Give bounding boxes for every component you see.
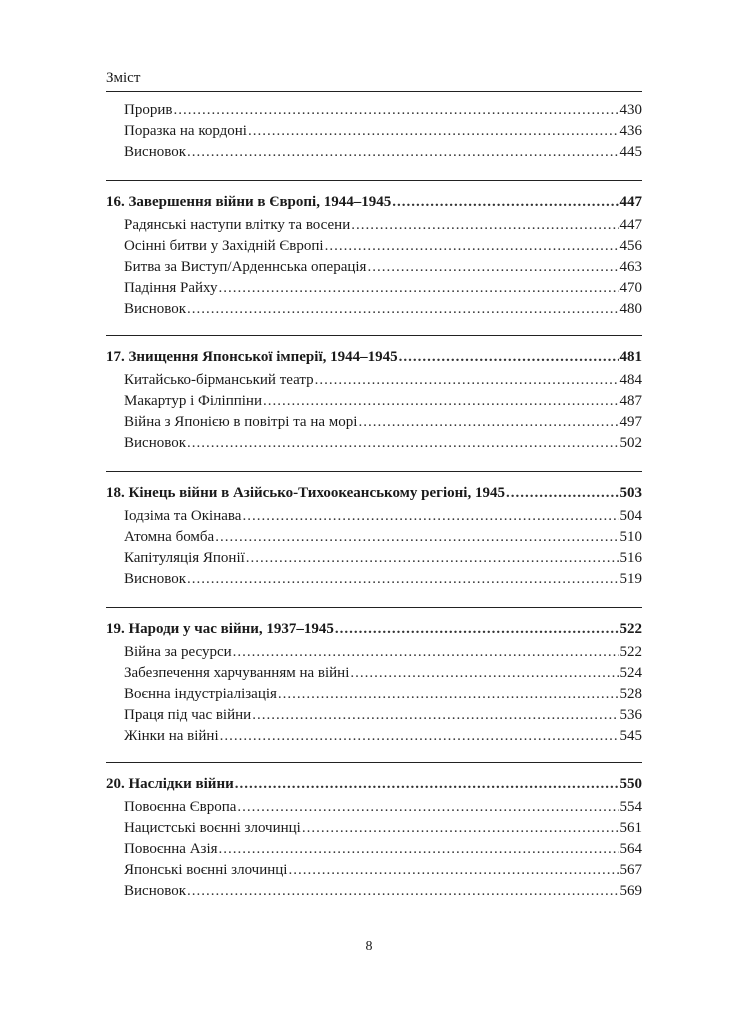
- chapter-page-number: 550: [619, 776, 642, 792]
- toc-entry-row[interactable]: [124, 860, 642, 881]
- entry-title: Іодзіма та Окінава: [124, 508, 242, 524]
- dot-leader: [237, 797, 618, 818]
- entry-title: Війна за ресурси: [124, 644, 232, 660]
- entry-page-number: 456: [619, 238, 642, 254]
- toc-entry-row[interactable]: [124, 642, 642, 663]
- entry-title: Повоєнна Азія: [124, 841, 218, 857]
- dot-leader: [187, 569, 619, 590]
- dot-leader: [252, 705, 618, 726]
- toc-entry-row[interactable]: [124, 663, 642, 684]
- dot-leader: [215, 527, 618, 548]
- entry-page-number: 519: [619, 571, 642, 587]
- entry-title: Забезпечення харчуванням на війні: [124, 665, 350, 681]
- toc-entry-row[interactable]: [124, 412, 642, 433]
- toc-entry-row[interactable]: [124, 881, 642, 902]
- dot-leader: [506, 483, 619, 504]
- toc-entry-row[interactable]: [124, 370, 642, 391]
- section-divider: [106, 335, 642, 336]
- entry-title: Поразка на кордоні: [124, 123, 247, 139]
- entry-page-number: 484: [619, 372, 642, 388]
- chapter-title: 20. Наслідки війни: [106, 776, 234, 792]
- entry-title: Китайсько-бірманський театр: [124, 372, 314, 388]
- chapter-page-number: 481: [619, 349, 642, 365]
- toc-entry-row[interactable]: [124, 121, 642, 142]
- toc-entry-row[interactable]: [124, 506, 642, 527]
- chapter-page-number: 522: [619, 621, 642, 637]
- chapter-title: 18. Кінець війни в Азійсько-Тихоокеанському регіоні, 1945: [106, 485, 505, 501]
- toc-chapter-row[interactable]: [106, 347, 642, 368]
- entry-title: Висновок: [124, 144, 186, 160]
- dot-leader: [246, 548, 619, 569]
- entry-title: Висновок: [124, 571, 186, 587]
- running-header: Зміст: [106, 70, 141, 86]
- entry-page-number: 510: [619, 529, 642, 545]
- toc-entry-row[interactable]: [124, 142, 642, 163]
- section-divider: [106, 607, 642, 608]
- dot-leader: [392, 192, 618, 213]
- entry-title: Жінки на війні: [124, 728, 219, 744]
- entry-title: Повоєнна Європа: [124, 799, 237, 815]
- toc-entry-row[interactable]: [124, 278, 642, 299]
- dot-leader: [367, 257, 618, 278]
- entry-page-number: 522: [619, 644, 642, 660]
- toc-entry-row[interactable]: [124, 299, 642, 320]
- entry-page-number: 497: [619, 414, 642, 430]
- entry-page-number: 487: [619, 393, 642, 409]
- dot-leader: [399, 347, 619, 368]
- toc-entry-row[interactable]: [124, 236, 642, 257]
- entry-title: Висновок: [124, 435, 186, 451]
- dot-leader: [219, 839, 619, 860]
- dot-leader: [187, 299, 619, 320]
- entry-page-number: 480: [619, 301, 642, 317]
- entry-page-number: 528: [619, 686, 642, 702]
- toc-entry-row[interactable]: [124, 391, 642, 412]
- header-rule: [106, 91, 642, 92]
- entry-page-number: 436: [619, 123, 642, 139]
- toc-entry-row[interactable]: [124, 527, 642, 548]
- toc-chapter-row[interactable]: [106, 483, 642, 504]
- toc-entry-row[interactable]: [124, 257, 642, 278]
- dot-leader: [173, 100, 618, 121]
- toc-entry-row[interactable]: [124, 818, 642, 839]
- entry-page-number: 554: [619, 799, 642, 815]
- entry-page-number: 569: [619, 883, 642, 899]
- toc-entry-row[interactable]: [124, 569, 642, 590]
- entry-page-number: 564: [619, 841, 642, 857]
- dot-leader: [248, 121, 619, 142]
- dot-leader: [233, 642, 619, 663]
- entry-title: Битва за Виступ/Арденнська операція: [124, 259, 367, 275]
- entry-page-number: 545: [619, 728, 642, 744]
- section-divider: [106, 180, 642, 181]
- toc-entry-row[interactable]: [124, 215, 642, 236]
- entry-page-number: 470: [619, 280, 642, 296]
- dot-leader: [288, 860, 618, 881]
- toc-chapter-row[interactable]: [106, 192, 642, 213]
- entry-page-number: 447: [619, 217, 642, 233]
- chapter-title: 19. Народи у час війни, 1937–1945: [106, 621, 334, 637]
- entry-page-number: 504: [619, 508, 642, 524]
- entry-title: Осінні битви у Західній Європі: [124, 238, 324, 254]
- dot-leader: [325, 236, 619, 257]
- page-number: 8: [365, 939, 373, 954]
- entry-page-number: 516: [619, 550, 642, 566]
- toc-entry-row[interactable]: [124, 705, 642, 726]
- dot-leader: [218, 278, 618, 299]
- dot-leader: [263, 391, 619, 412]
- entry-page-number: 561: [619, 820, 642, 836]
- chapter-title: 17. Знищення Японської імперії, 1944–1945: [106, 349, 398, 365]
- toc-chapter-row[interactable]: [106, 619, 642, 640]
- dot-leader: [187, 881, 619, 902]
- entry-title: Прорив: [124, 102, 173, 118]
- entry-title: Радянські наступи влітку та восени: [124, 217, 351, 233]
- toc-chapter-row[interactable]: [106, 774, 642, 795]
- entry-title: Капітуляція Японії: [124, 550, 245, 566]
- entry-title: Нацистські воєнні злочинці: [124, 820, 301, 836]
- entry-page-number: 430: [619, 102, 642, 118]
- toc-entry-row[interactable]: [124, 100, 642, 121]
- chapter-page-number: 503: [619, 485, 642, 501]
- entry-title: Висновок: [124, 883, 186, 899]
- entry-page-number: 502: [619, 435, 642, 451]
- toc-entry-row[interactable]: [124, 839, 642, 860]
- entry-page-number: 463: [619, 259, 642, 275]
- toc-entry-row[interactable]: [124, 433, 642, 454]
- dot-leader: [242, 506, 618, 527]
- chapter-title: 16. Завершення війни в Європі, 1944–1945: [106, 194, 392, 210]
- entry-page-number: 445: [619, 144, 642, 160]
- chapter-page-number: 447: [619, 194, 642, 210]
- dot-leader: [220, 726, 619, 747]
- toc-entry-row[interactable]: [124, 726, 642, 747]
- entry-title: Воєнна індустріалізація: [124, 686, 277, 702]
- entry-title: Війна з Японією в повітрі та на морі: [124, 414, 358, 430]
- entry-page-number: 524: [619, 665, 642, 681]
- dot-leader: [350, 663, 618, 684]
- entry-title: Висновок: [124, 301, 186, 317]
- entry-title: Японські воєнні злочинці: [124, 862, 288, 878]
- entry-title: Макартур і Філіппіни: [124, 393, 262, 409]
- dot-leader: [187, 142, 619, 163]
- dot-leader: [278, 684, 619, 705]
- section-divider: [106, 762, 642, 763]
- entry-title: Праця під час війни: [124, 707, 252, 723]
- toc-entry-row[interactable]: [124, 684, 642, 705]
- dot-leader: [335, 619, 619, 640]
- entry-page-number: 536: [619, 707, 642, 723]
- entry-title: Атомна бомба: [124, 529, 215, 545]
- dot-leader: [302, 818, 619, 839]
- toc-entry-row[interactable]: [124, 548, 642, 569]
- dot-leader: [351, 215, 618, 236]
- section-divider: [106, 471, 642, 472]
- dot-leader: [315, 370, 619, 391]
- dot-leader: [358, 412, 618, 433]
- entry-title: Падіння Райху: [124, 280, 218, 296]
- dot-leader: [187, 433, 619, 454]
- entry-page-number: 567: [619, 862, 642, 878]
- dot-leader: [235, 774, 619, 795]
- toc-entry-row[interactable]: [124, 797, 642, 818]
